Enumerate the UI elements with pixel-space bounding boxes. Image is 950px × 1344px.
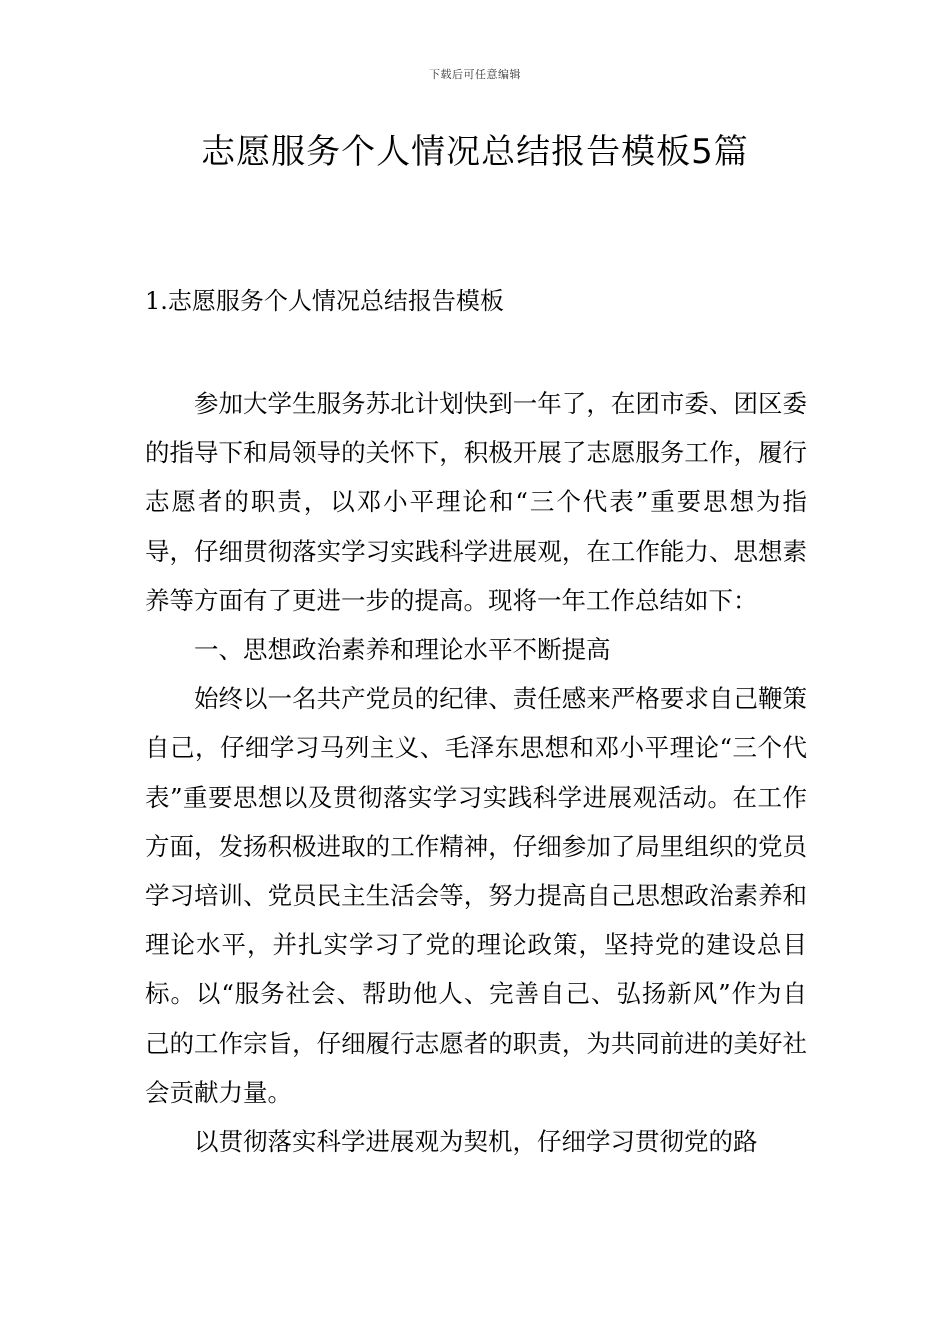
body-text [145,379,807,1166]
header-note: 下载后可任意编辑 [429,68,521,81]
paragraph: 以贯彻落实科学进展观为契机，仔细学习贯彻党的路 [194,1127,758,1157]
paragraph: 参加大学生服务苏北计划快到一年了，在团市委、团区委的指导下和局领导的关怀下，积极开展了志愿服务工作，履行志愿者的职责，以邓小平理论和“三个代表”重要思想为指导，仔细贯彻落实学习实践科学进展观，在工作能力、思想素养等方面有了更进一步的提高。现将一年工作总结如下： [145,389,807,615]
section-heading: 1.志愿服务个人情况总结报告模板 [145,287,504,315]
paragraph: 始终以一名共产党员的纪律、责任感来严格要求自己鞭策自己，仔细学习马列主义、毛泽东思想和邓小平理论“三个代表”重要思想以及贯彻落实学习实践科学进展观活动。在工作方面，发扬积极进取的工作精神，仔细参加了局里组织的党员学习培训、党员民主生活会等，努力提高自己思想政治素养和理论水平，并扎实学习了党的理论政策，坚持党的建设总目标。以“服务社会、帮助他人、完善自己、弘扬新风”作为自己的工作宗旨，仔细履行志愿者的职责，为共同前进的美好社会贡献力量。 [145,684,807,1107]
paragraph-heading: 一、思想政治素养和理论水平不断提高 [194,635,611,665]
document-title: 志愿服务个人情况总结报告模板5篇 [201,132,749,172]
